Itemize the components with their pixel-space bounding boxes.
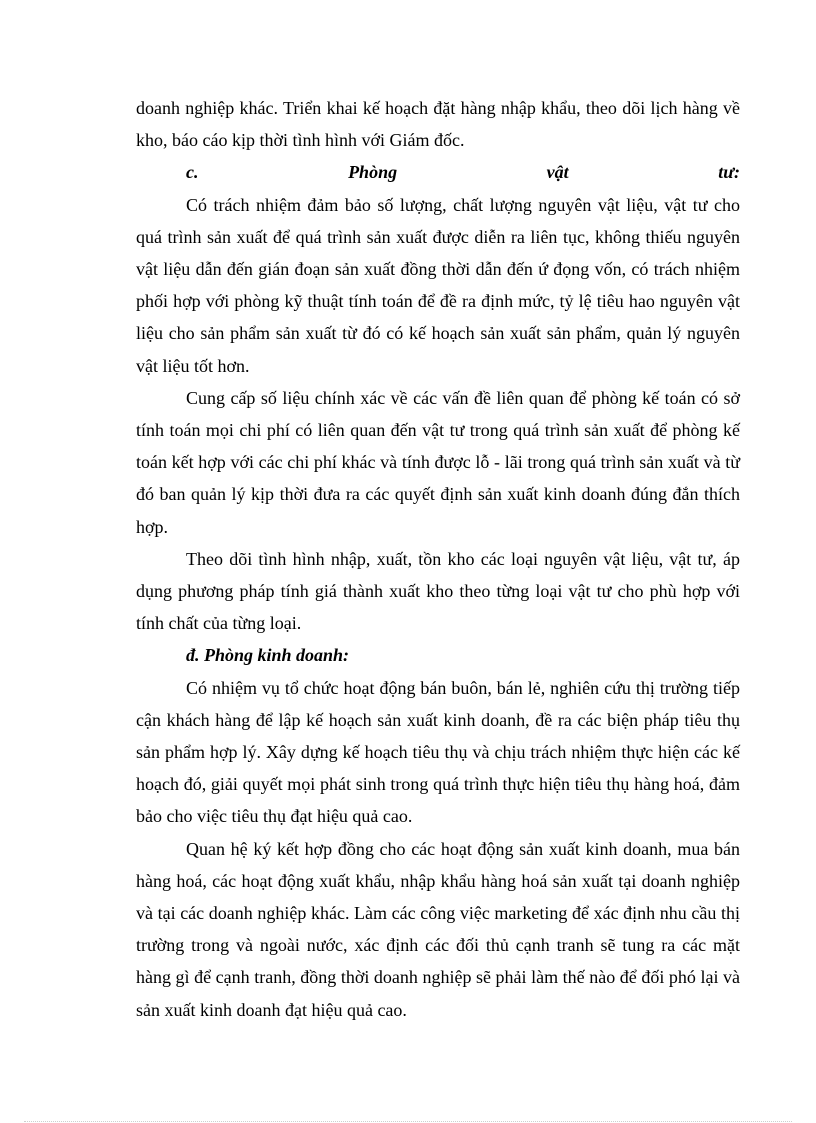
page-bottom-divider [24,1121,792,1122]
heading-c-word-2: Phòng [348,162,398,183]
heading-c-word-1: c. [186,162,199,183]
paragraph-business-contracts: Quan hệ ký kết hợp đồng cho các hoạt động sản xuất kinh doanh, mua bán hàng hoá, các hoạt động xuất khẩu, nhập khẩu hàng hoá sản xuất tại doanh nghiệp và tại các doanh nghiệp khác. Làm các công việc marketing để xác định nhu cầu thị trường trong và ngoài nước, xác định các đối thủ cạnh tranh sẽ tung ra các mặt hàng gì để cạnh tranh, đồng thời doanh nghiệp sẽ phải làm thế nào để đối phó lại và sản xuất kinh doanh đạt hiệu quả cao. [136,838,740,1020]
paragraph-material-tracking: Theo dõi tình hình nhập, xuất, tồn kho các loại nguyên vật liệu, vật tư, áp dụng phương pháp tính giá thành xuất kho theo từng loại vật tư cho phù hợp với tính chất của từng loại. [136,548,740,634]
section-heading-d: đ. Phòng kinh doanh: [186,645,350,666]
heading-c-word-4: tư: [718,162,740,183]
paragraph-continuation: doanh nghiệp khác. Triển khai kế hoạch đặt hàng nhập khẩu, theo dõi lịch hàng về kho, báo cáo kịp thời tình hình với Giám đốc. [136,98,740,151]
paragraph-material-duties: Có trách nhiệm đảm bảo số lượng, chất lượng nguyên vật liệu, vật tư cho quá trình sản xuất để quá trình sản xuất được diễn ra liên tục, không thiếu nguyên vật liệu dẫn đến gián đoạn sản xuất đồng thời dẫn đến ứ đọng vốn, có trách nhiệm phối hợp với phòng kỹ thuật tính toán để đề ra định mức, tỷ lệ tiêu hao nguyên vật liệu cho sản phẩm sản xuất từ đó có kế hoạch sản xuất sản phẩm, quản lý nguyên vật liệu tốt hơn. [136,194,740,376]
paragraph-material-data: Cung cấp số liệu chính xác về các vấn đề liên quan để phòng kế toán có sở tính toán mọi chi phí có liên quan đến vật tư trong quá trình sản xuất để phòng kế toán kết hợp với các chi phí khác và tính được lỗ - lãi trong quá trình sản xuất và từ đó ban quản lý kịp thời đưa ra các quyết định sản xuất kinh doanh đúng đắn thích hợp. [136,387,740,537]
paragraph-business-duties: Có nhiệm vụ tổ chức hoạt động bán buôn, bán lẻ, nghiên cứu thị trường tiếp cận khách hàng để lập kế hoạch sản xuất kinh doanh, đề ra các biện pháp tiêu thụ sản phẩm hợp lý. Xây dựng kế hoạch tiêu thụ và chịu trách nhiệm thực hiện các kế hoạch đó, giải quyết mọi phát sinh trong quá trình thực hiện tiêu thụ hàng hoá, đảm bảo cho việc tiêu thụ đạt hiệu quả cao. [136,677,740,827]
document-page [136,92,740,1026]
section-heading-c [136,156,740,188]
heading-c-word-3: vật [546,162,569,183]
